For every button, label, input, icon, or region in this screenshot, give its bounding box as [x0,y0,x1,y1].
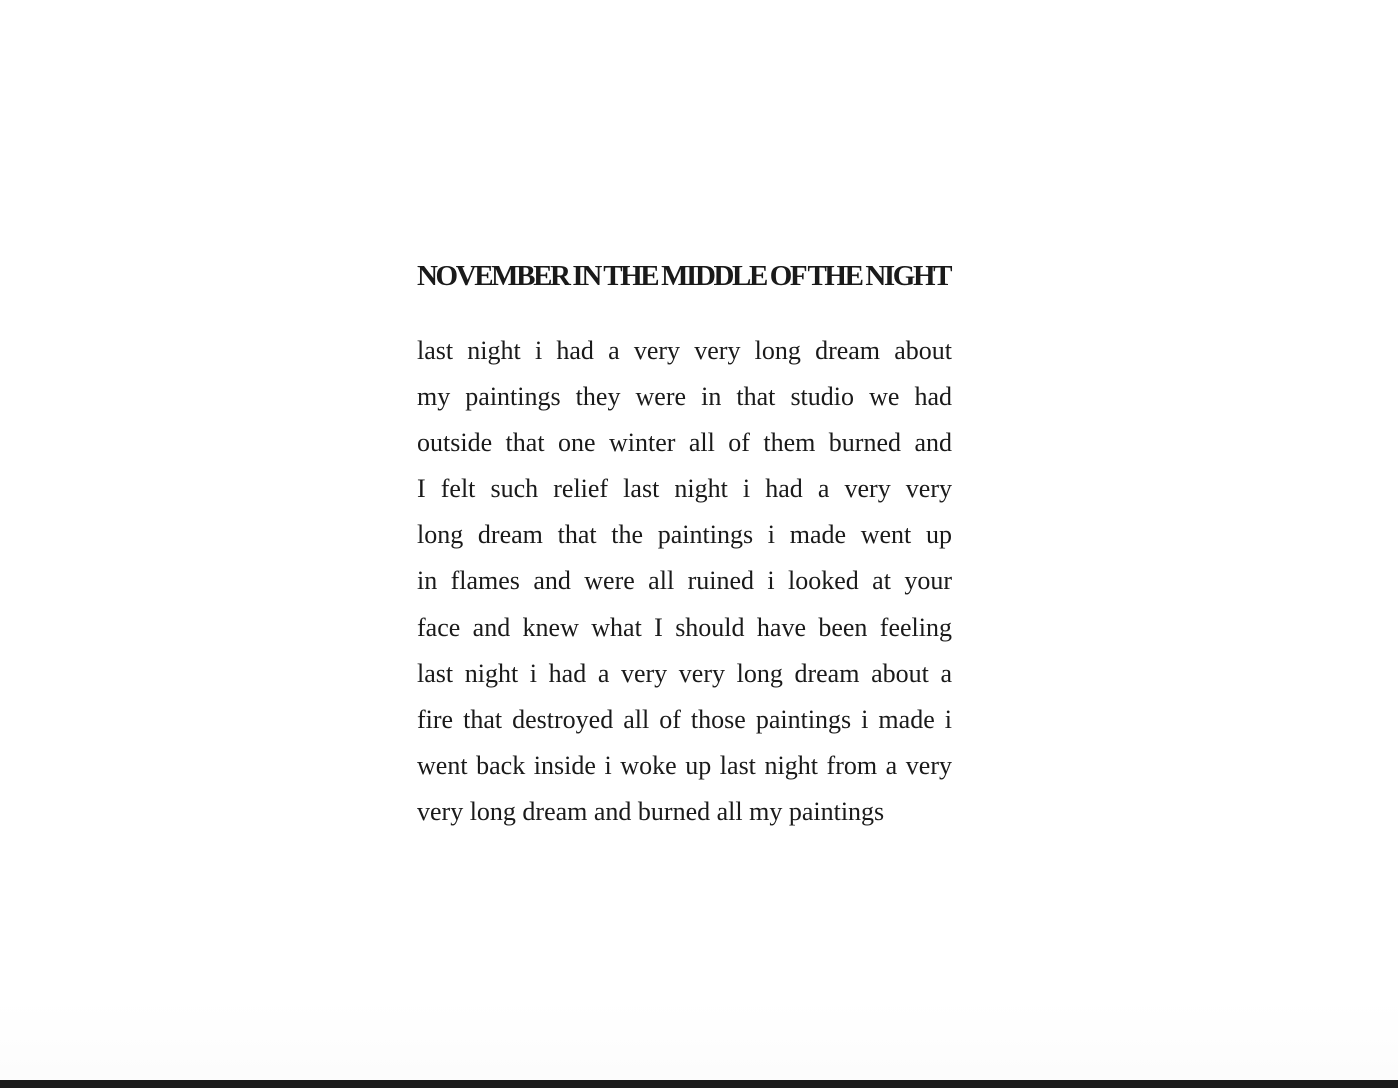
poem-line: very long dream and burned all my paintings [417,796,885,826]
window-bottom-edge [0,1080,1398,1088]
poem-line: face and knew what I should have been feeling [417,612,952,642]
poem-line: in flames and were all ruined i looked at your [417,566,952,596]
poem-line: went back inside i woke up last night from a very [417,750,952,780]
poem-title: NOVEMBER IN THE MIDDLE OF THE NIGHT [417,260,951,292]
poem-line: my paintings they were in that studio we had [417,382,952,412]
poem-line: outside that one winter all of them burned and [417,428,952,458]
poem-line: long dream that the paintings i made went up [417,520,952,550]
poem-line: last night i had a very very long dream about a [417,658,952,688]
poem-line: fire that destroyed all of those paintings i made i [417,704,952,734]
poem [417,258,952,835]
poem-body [417,328,952,835]
poem-line: last night i had a very very long dream about [417,336,952,365]
poem-line: I felt such relief last night i had a very very [417,474,952,504]
